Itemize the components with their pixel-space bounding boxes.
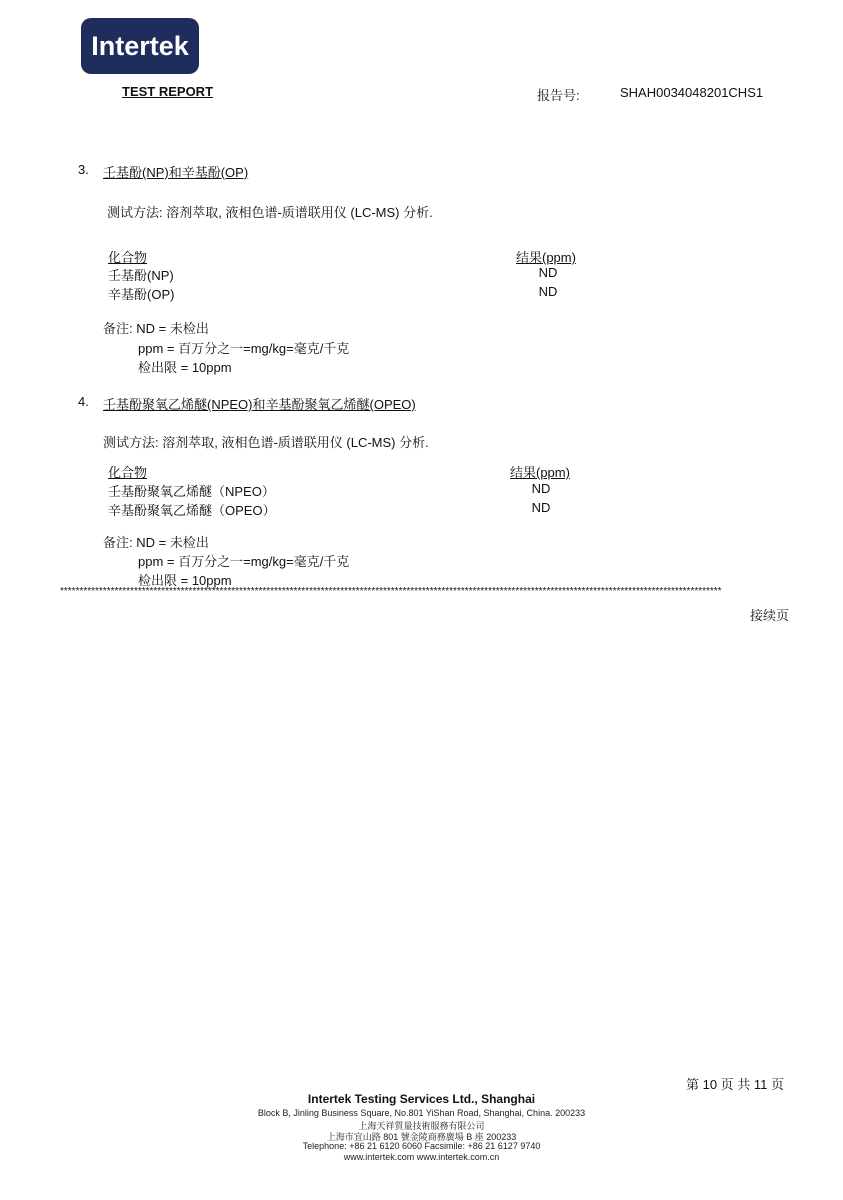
section3-title: 壬基酚(NP)和辛基酚(OP) [103, 165, 249, 180]
section4-title: 壬基酚聚氧乙烯醚(NPEO)和辛基酚聚氧乙烯醚(OPEO) [103, 397, 416, 412]
section3-note-label: 备注: ND = 未检出 [103, 321, 209, 336]
continued-label: 接续页 [750, 608, 790, 623]
section3-row-compound: 壬基酚(NP) [108, 268, 174, 283]
report-number: SHAH0034048201CHS1 [620, 85, 764, 100]
section4-method: 测试方法: 溶剂萃取, 液相色谱-质谱联用仪 (LC-MS) 分析. [103, 435, 429, 450]
section4-note-ppm: ppm = 百万分之一=mg/kg=毫克/千克 [138, 554, 350, 569]
footer-company-cn: 上海天祥質量技術服務有限公司 [358, 1121, 485, 1131]
footer-address-cn: 上海市宜山路 801 號金陵商務廣場 B 座 200233 [326, 1132, 517, 1142]
footer-website: www.intertek.com www.intertek.com.cn [343, 1152, 500, 1162]
report-title: TEST REPORT [122, 84, 214, 99]
section3-col-result: 结果(ppm) [516, 250, 576, 265]
logo-text: Intertek [91, 30, 189, 61]
footer-address-en: Block B, Jinling Business Square, No.801 YiShan Road, Shanghai, China. 200233 [257, 1108, 586, 1118]
section3-row-result: ND [538, 284, 558, 299]
section4-row-result: ND [531, 500, 551, 515]
section4-number: 4. [78, 394, 89, 409]
section3-col-compound: 化合物 [108, 250, 148, 265]
section4-col-result: 结果(ppm) [510, 465, 570, 480]
intertek-logo [81, 18, 199, 74]
section3-note-limit: 检出限 = 10ppm [138, 360, 232, 375]
footer-phone: Telephone: +86 21 6120 6060 Facsimile: +86 21 6127 9740 [302, 1141, 541, 1151]
section4-note-limit: 检出限 = 10ppm [138, 573, 232, 588]
page-number: 第 10 页 共 11 页 [686, 1077, 785, 1092]
section3-method: 测试方法: 溶剂萃取, 液相色谱-质谱联用仪 (LC-MS) 分析. [107, 205, 433, 220]
report-number-label: 报告号: [537, 88, 580, 103]
section3-row-compound: 辛基酚(OP) [108, 287, 175, 302]
section3-number: 3. [78, 162, 89, 177]
section4-row-result: ND [531, 481, 551, 496]
section4-note-label: 备注: ND = 未检出 [103, 535, 209, 550]
section4-col-compound: 化合物 [108, 465, 148, 480]
asterisk-separator: ************************************************************************************************************************************************************************** [60, 586, 722, 597]
footer-company: Intertek Testing Services Ltd., Shanghai [307, 1092, 536, 1106]
section4-row-compound: 辛基酚聚氧乙烯醚（OPEO） [108, 503, 276, 518]
section3-note-ppm: ppm = 百万分之一=mg/kg=毫克/千克 [138, 341, 350, 356]
section4-row-compound: 壬基酚聚氧乙烯醚（NPEO） [108, 484, 275, 499]
section3-row-result: ND [538, 265, 558, 280]
